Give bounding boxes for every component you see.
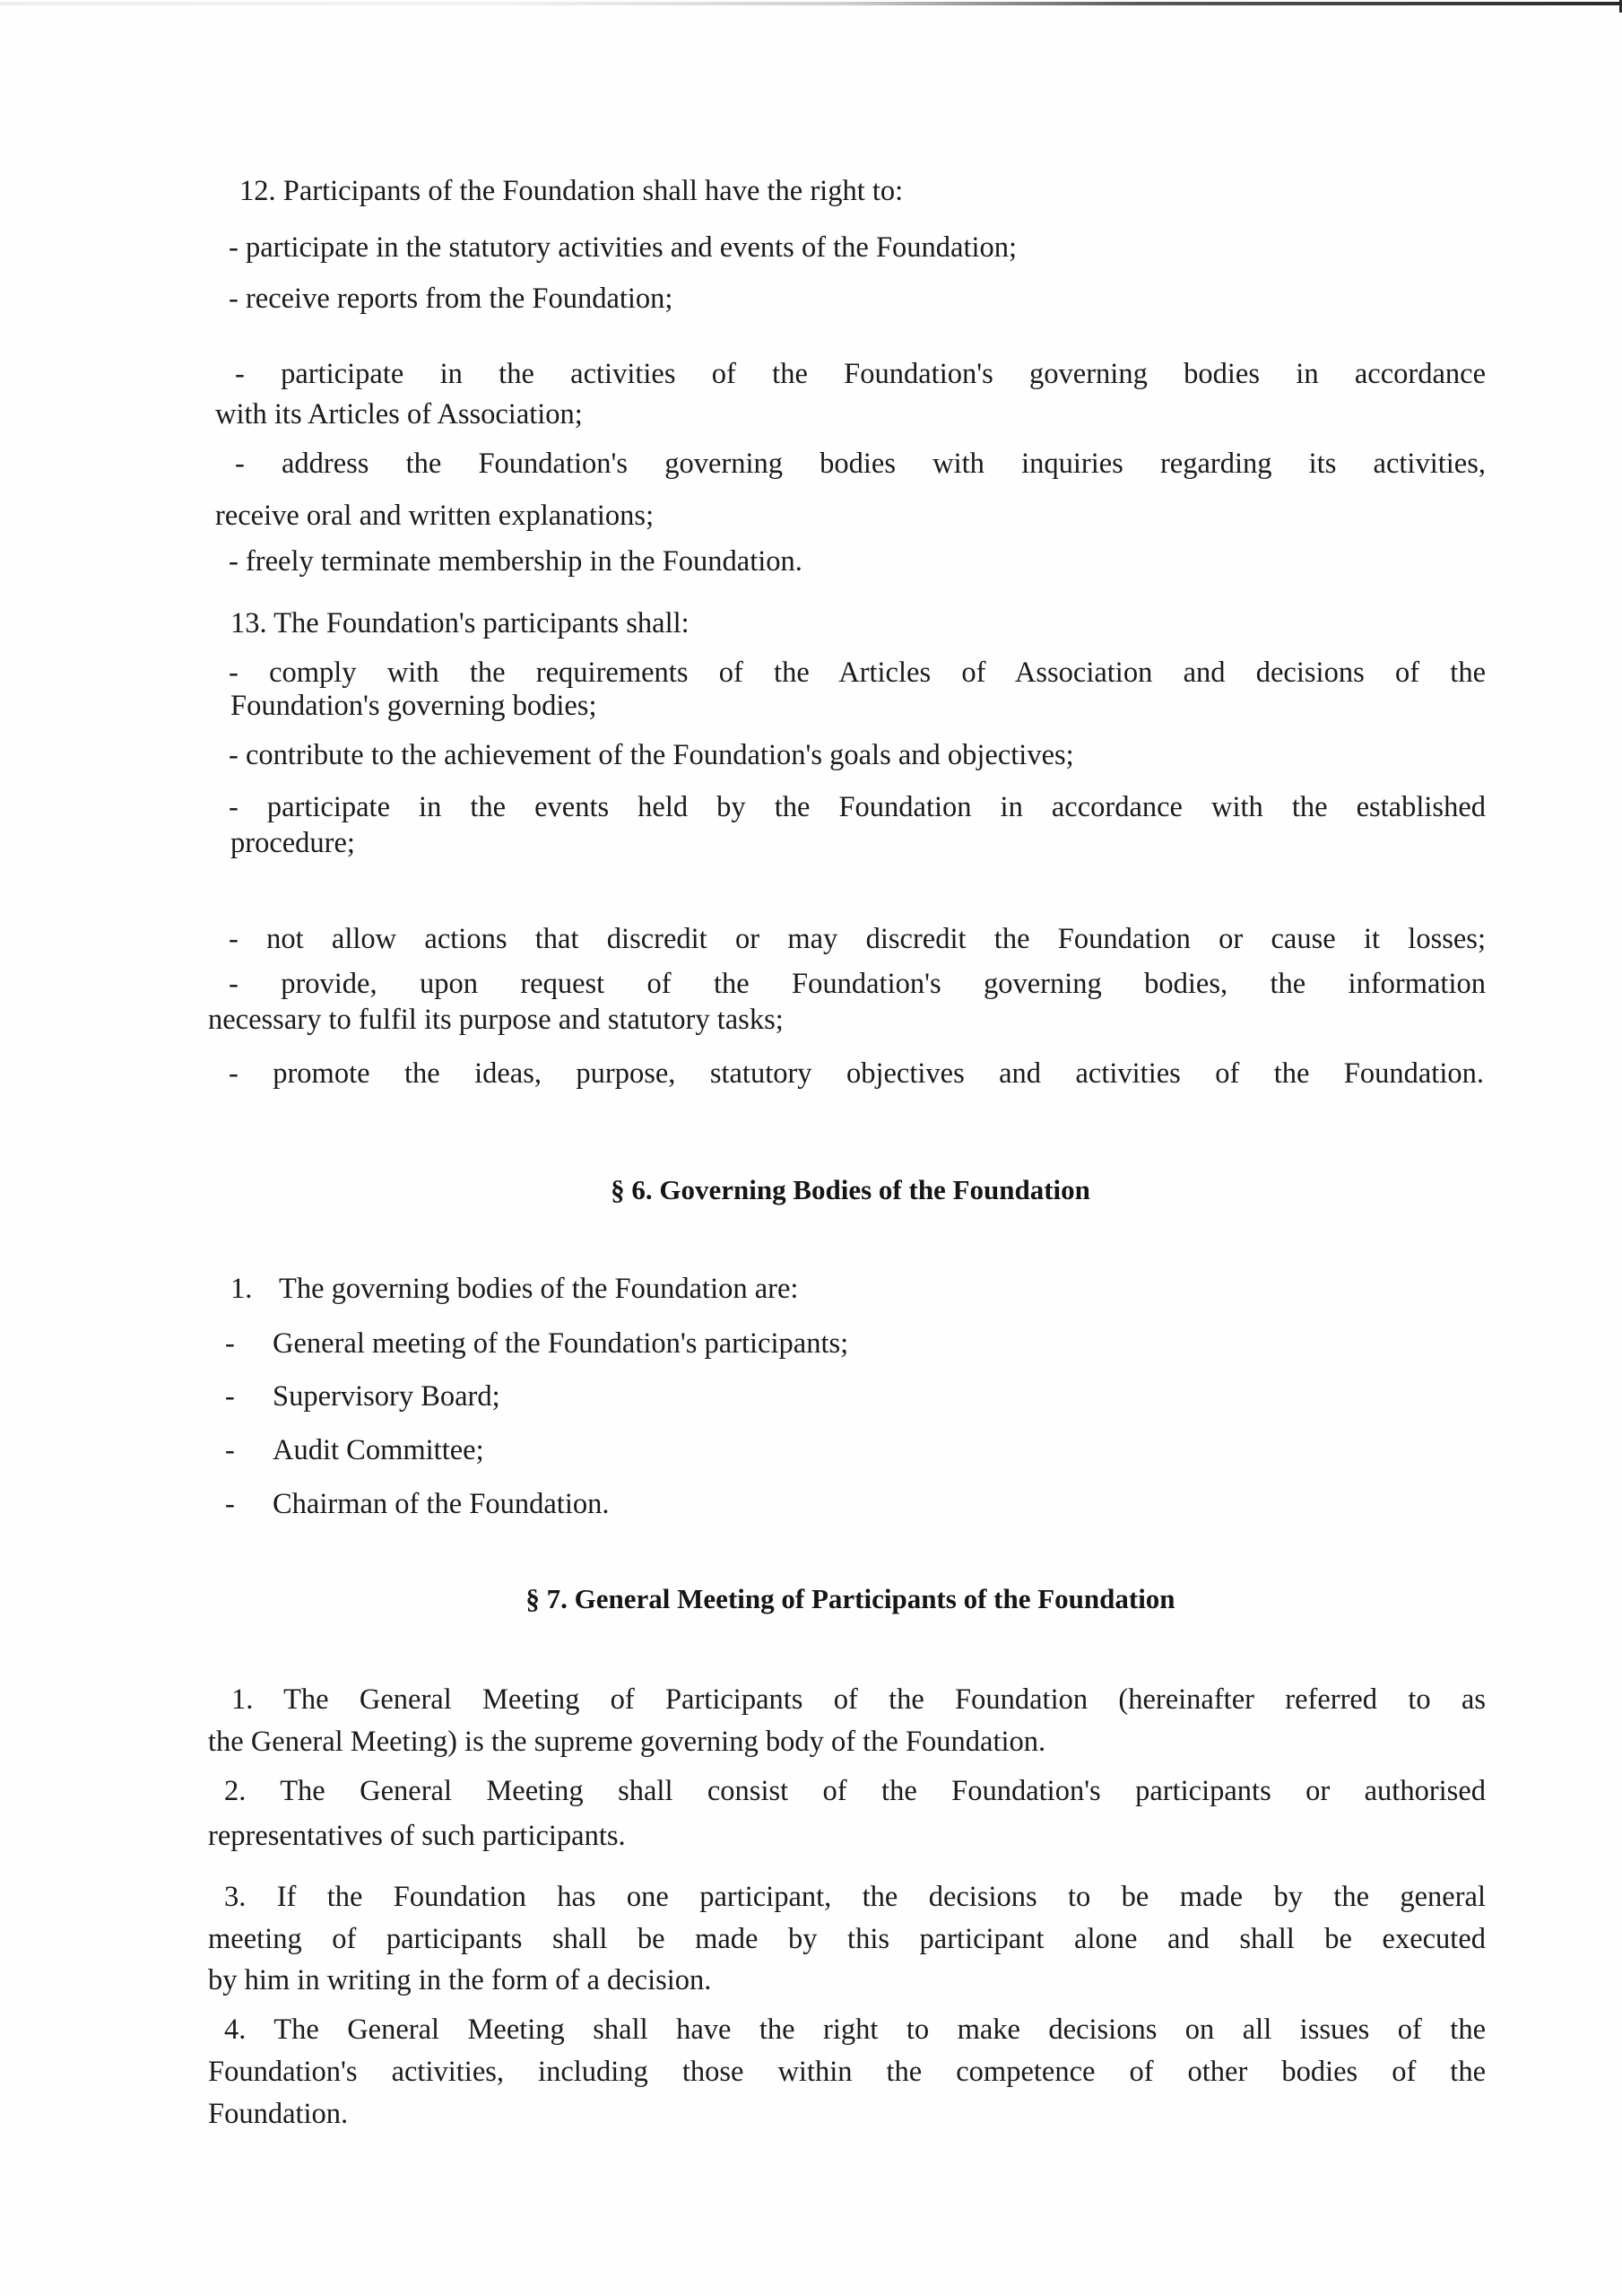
obligation-item-line: - participate in the events held by the Foundation in accordance with the established	[229, 791, 1486, 823]
obligation-item-line: - comply with the requirements of the Articles of Association and decisions of the	[229, 657, 1486, 689]
governing-body-item: General meeting of the Foundation's participants;	[273, 1327, 849, 1360]
meeting-paragraph-line: meeting of participants shall be made by this participant alone and shall be executed	[208, 1923, 1486, 1955]
right-item-line: with its Articles of Association;	[215, 398, 583, 430]
meeting-paragraph-line: 3. If the Foundation has one participant, the decisions to be made by the general	[224, 1881, 1486, 1913]
meeting-paragraph-line: by him in writing in the form of a decision.	[208, 1964, 712, 1996]
bullet-dash: -	[225, 1380, 235, 1413]
bullet-dash: -	[225, 1327, 235, 1360]
section-6-heading: § 6. Governing Bodies of the Foundation	[611, 1174, 1090, 1205]
obligation-item-line: - provide, upon request of the Foundation's governing bodies, the information	[229, 968, 1486, 1000]
meeting-paragraph-line: 2. The General Meeting shall consist of the Foundation's participants or authorised	[224, 1775, 1486, 1807]
right-item-line: receive oral and written explanations;	[215, 500, 655, 532]
meeting-paragraph-line: the General Meeting) is the supreme governing body of the Foundation.	[208, 1726, 1046, 1758]
governing-body-item: Supervisory Board;	[273, 1380, 500, 1413]
obligation-item: - promote the ideas, purpose, statutory objectives and activities of the Foundation.	[229, 1057, 1484, 1090]
bullet-dash: -	[225, 1488, 235, 1520]
governing-bodies-intro: The governing bodies of the Foundation are:	[279, 1273, 799, 1305]
meeting-paragraph-line: Foundation.	[208, 2098, 349, 2130]
obligation-item-line: necessary to fulfil its purpose and statutory tasks;	[208, 1004, 784, 1036]
right-item: - receive reports from the Foundation;	[229, 283, 673, 315]
meeting-paragraph-line: Foundation's activities, including those within the competence of other bodies of the	[208, 2056, 1486, 2088]
meeting-paragraph-line: representatives of such participants.	[208, 1820, 626, 1852]
meeting-paragraph-line: 4. The General Meeting shall have the right to make decisions on all issues of the	[224, 2013, 1486, 2046]
section-7-heading: § 7. General Meeting of Participants of the Foundation	[525, 1583, 1175, 1614]
meeting-paragraph-line: 1. The General Meeting of Participants of the Foundation (hereinafter referred to as	[231, 1683, 1486, 1716]
paragraph-13-heading: 13. The Foundation's participants shall:	[230, 607, 690, 639]
right-item-line: - participate in the activities of the Foundation's governing bodies in accordance	[235, 358, 1486, 390]
obligation-item: - not allow actions that discredit or may discredit the Foundation or cause it losses;	[229, 923, 1486, 955]
obligation-item-line: Foundation's governing bodies;	[230, 690, 597, 722]
bullet-dash: -	[225, 1434, 235, 1466]
right-item: - participate in the statutory activities and events of the Foundation;	[229, 231, 1018, 264]
right-item-line: - address the Foundation's governing bodies with inquiries regarding its activities,	[235, 448, 1486, 480]
obligation-item: - contribute to the achievement of the Foundation's goals and objectives;	[229, 739, 1074, 771]
right-item: - freely terminate membership in the Foundation.	[229, 545, 802, 578]
governing-bodies-number: 1.	[230, 1273, 253, 1305]
governing-body-item: Chairman of the Foundation.	[273, 1488, 610, 1520]
paragraph-12-heading: 12. Participants of the Foundation shall have the right to:	[239, 175, 904, 207]
governing-body-item: Audit Committee;	[273, 1434, 484, 1466]
obligation-item-line: procedure;	[230, 827, 355, 859]
